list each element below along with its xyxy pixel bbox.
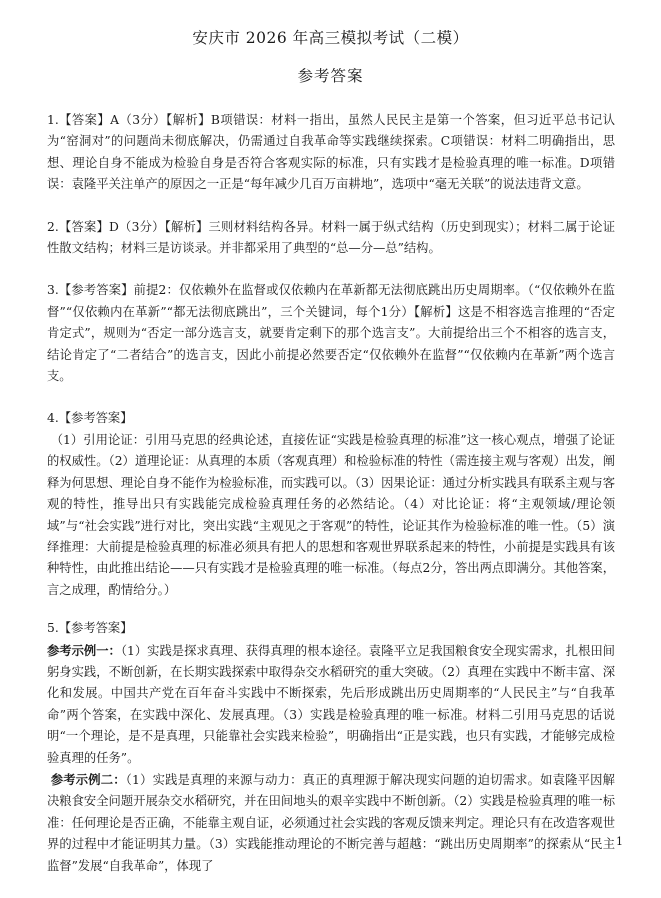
answer-4-body: （1）引用论证：引用马克思的经典论述，直接佐证“实践是检验真理的标准”这一核心观点，增强了论证的权威性。（2）道理论证：从真理的本质（客观真理）和检验标准的特性（需连接主观与客观）出发，阐释为何思想、理论自身不能作为检验标准，而实践可以。（3）因果论证：通过分析实践具有联系主观与客观的特性，推导出只有实践能完成检验真理任务的必然结论。（4）对比论证：将“主观领域/理论领域”与“社会实践”进行对比，突出实践“主观见之于客观”的特性，论证其作为检验标准的唯一性。（5）演绎推理：大前提是检验真理的标准必须具有把人的思想和客观世界联系起来的特性，小前提是实践具有该种特性，由此推出结论——只有实践才是检验真理的唯一标准。（每点2分，答出两点即满分。其他答案，言之成理，酌情给分。） — [47, 432, 615, 597]
answer-5-heading: 5.【参考答案】 — [47, 621, 133, 636]
answer-item-2 — [47, 217, 615, 260]
answer-item-1 — [47, 110, 615, 196]
answer-5-example-2 — [47, 769, 615, 877]
answer-5-example-1 — [47, 640, 615, 769]
example-1-label: 参考示例一： — [47, 642, 121, 658]
answer-item-4 — [47, 408, 615, 601]
answer-2-text: 2.【答案】D（3分）【解析】三则材料结构各异。材料一属于纵式结构（历史到现实）；材料二属于论证性散文结构；材料三是访谈录。并非都采用了典型的“总—分—总”结构。 — [47, 219, 615, 256]
answer-3-text: 3.【参考答案】前提2：仅依赖外在监督或仅依赖内在革新都无法彻底跳出历史周期率。（“仅依赖外在监督”“仅依赖内在革新”“都无法彻底跳出”，三个关键词，每个1分）【解析】这是不相容选言推理的“否定肯定式”，规则为“否定一部分选言支，就要肯定剩下的那个选言支”。大前提给出三个不相容的选言支，结论肯定了“二者结合”的选言支，因此小前提必然要否定“仅依赖外在监督”“仅依赖内在革新”两个选言支。 — [47, 283, 615, 384]
answer-content — [47, 110, 615, 898]
example-2-label: 参考示例二： — [50, 771, 126, 787]
example-1-text: （1）实践是探求真理、获得真理的根本途径。袁隆平立足我国粮食安全现实需求，扎根田间躬身实践，不断创新，在长期实践探索中取得杂交水稻研究的重大突破。（2）真理在实践中不断丰富、深化和发展。中国共产党在百年奋斗实践中不断探索，先后形成跳出历史周期率的“人民民主”与“自我革命”两个答案，在实践中深化、发展真理。（3）实践是检验真理的唯一标准。材料二引用马克思的话说明“一个理论，是不是真理，只能靠社会实践来检验”，明确指出“正是实践，也只有实践，才能够完成检验真理的任务”。 — [47, 643, 615, 765]
page-number: 1 — [616, 835, 623, 848]
answer-item-3 — [47, 280, 615, 387]
answer-item-5 — [47, 618, 615, 877]
page-title: 安庆市 2026 年高三模拟考试（二模） — [192, 29, 469, 47]
example-2-text: （1）实践是真理的来源与动力：真正的真理源于解决现实问题的迫切需求。如袁隆平因解决粮食安全问题开展杂交水稻研究，并在田间地头的艰辛实践中不断创新。（2）实践是检验真理的唯一标准：任何理论是否正确，不能靠主观自证，必须通过社会实践的客观反馈来判定。理论只有在改造客观世界的过程中才能证明其力量。（3）实践能推动理论的不断完善与超越：“跳出历史周期率”的探索从“民主监督”发展“自我革命”，体现了 — [47, 772, 615, 873]
page-subtitle: 参考答案 — [297, 67, 364, 85]
answer-4-heading: 4.【参考答案】 — [47, 411, 133, 426]
answer-1-text: 1.【答案】A（3分）【解析】B项错误：材料一指出，虽然人民民主是第一个答案，但习近平总书记认为“窑洞对”的问题尚未彻底解决，仍需通过自我革命等实践继续探索。C项错误：材料二明确指出，思想、理论自身不能成为检验自身是否符合客观实际的标准，只有实践才是检验真理的唯一标准。D项错误：袁隆平关注单产的原因之一正是“每年减少几百万亩耕地”，选项中“毫无关联”的说法违背文意。 — [47, 113, 615, 192]
